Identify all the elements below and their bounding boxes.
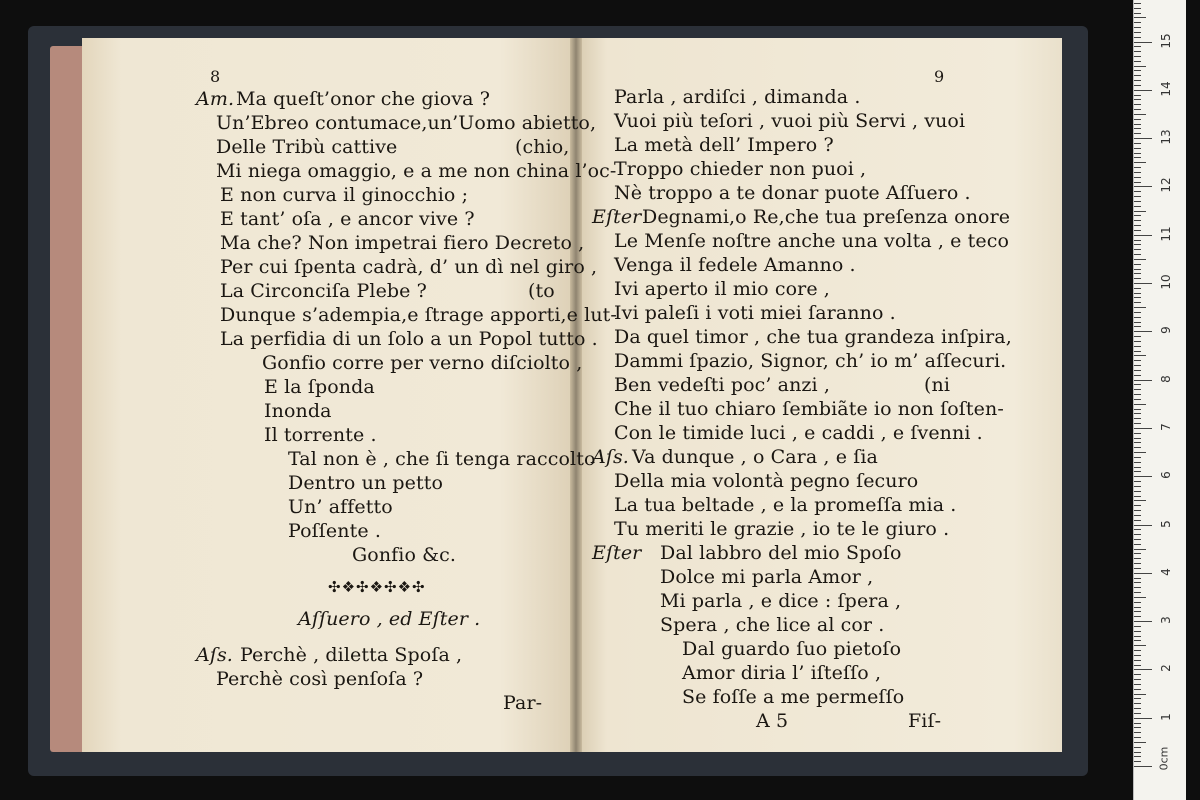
ruler-tick [1134, 322, 1141, 323]
ruler-tick [1134, 438, 1141, 439]
ruler-label: 14 [1159, 81, 1173, 97]
ruler-tick [1134, 351, 1141, 352]
ruler-tick [1134, 520, 1141, 521]
ruler-label: 1 [1159, 713, 1173, 721]
ruler-tick [1134, 698, 1141, 699]
text-line: Vuoi più teſori , vuoi più Servi , vuoi [614, 110, 966, 132]
ruler-tick [1134, 119, 1141, 120]
text-line: (chio, [515, 136, 570, 158]
ruler-tick [1134, 365, 1141, 366]
ruler-tick [1134, 3, 1141, 4]
text-line: Da quel timor , che tua grandeza inſpira, [614, 326, 1012, 348]
ruler-tick [1134, 389, 1141, 390]
ruler-tick [1134, 669, 1152, 670]
ruler-tick [1134, 471, 1141, 472]
ruler-tick [1134, 22, 1141, 23]
ruler-tick [1134, 655, 1141, 656]
ruler-tick [1134, 283, 1152, 284]
ruler-tick [1134, 573, 1152, 574]
ruler-tick [1134, 626, 1141, 627]
ornament-divider: ✣❖✣❖✣❖✣ [328, 578, 426, 596]
ruler-tick [1134, 418, 1141, 419]
ruler-tick [1134, 611, 1141, 612]
ruler-tick [1134, 592, 1141, 593]
ruler-tick [1134, 650, 1141, 651]
text-line: Un’ affetto [288, 496, 393, 518]
catchword: Fiſ- [908, 710, 942, 732]
ruler-tick [1134, 539, 1141, 540]
speaker-label: Aſs. [592, 446, 629, 468]
ruler-tick [1134, 157, 1141, 158]
ruler-tick [1134, 723, 1141, 724]
ruler-tick [1134, 128, 1141, 129]
text-line: Venga il fedele Amanno . [614, 254, 856, 276]
ruler-tick [1134, 249, 1141, 250]
ruler-tick [1134, 8, 1141, 9]
text-line: (ni [924, 374, 951, 396]
ruler-tick [1134, 665, 1141, 666]
text-line: Dolce mi parla Amor , [660, 566, 874, 588]
text-line: E la ſponda [264, 376, 375, 398]
ruler-tick [1134, 394, 1141, 395]
ruler-tick [1134, 578, 1141, 579]
ruler-tick [1134, 462, 1141, 463]
ruler-tick [1134, 293, 1141, 294]
signature-mark: A 5 [756, 710, 789, 732]
text-line: Un’Ebreo contumace,un’Uomo abietto, [216, 112, 597, 134]
ruler-tick [1134, 95, 1141, 96]
ruler-tick [1134, 37, 1141, 38]
ruler-tick [1134, 225, 1141, 226]
ruler-tick [1134, 191, 1141, 192]
ruler-tick [1134, 476, 1152, 477]
ruler-tick [1134, 442, 1141, 443]
ruler-tick [1134, 220, 1141, 221]
ruler-tick [1134, 674, 1141, 675]
text-line: Ivi aperto il mio core , [614, 278, 830, 300]
text-line: Dunque s’adempia,e ſtrage apporti,e lut- [220, 304, 617, 326]
scene-heading: Aſſuero , ed Eſter . [298, 608, 481, 630]
text-line: La metà dell’ Impero ? [614, 134, 834, 156]
measuring-ruler [1133, 0, 1186, 800]
ruler-tick [1134, 544, 1141, 545]
text-line: Inonda [264, 400, 332, 422]
ruler-tick [1134, 172, 1141, 173]
ruler-label: 9 [1159, 326, 1173, 334]
ruler-label: 6 [1159, 471, 1173, 479]
ruler-tick [1134, 201, 1141, 202]
ruler-tick [1134, 727, 1141, 728]
text-line: Degnami,o Re,che tua preſenza onore [642, 206, 1011, 228]
text-line: Tal non è , che ſi tenga raccolto [288, 448, 596, 470]
ruler-tick [1134, 317, 1141, 318]
ruler-tick [1134, 138, 1152, 139]
text-line: Della mia volontà pegno ſecuro [614, 470, 919, 492]
text-line: Il torrente . [264, 424, 377, 446]
ruler-tick [1134, 32, 1141, 33]
text-line: La Circonciſa Plebe ? [220, 280, 427, 302]
ruler-tick [1134, 162, 1146, 163]
ruler-tick [1134, 607, 1141, 608]
ruler-tick [1134, 481, 1141, 482]
ruler-label: 7 [1159, 423, 1173, 431]
ruler-label: 11 [1159, 226, 1173, 242]
ruler-tick [1134, 549, 1146, 550]
text-line: Per cui ſpenta cadrà, d’ un dì nel giro , [220, 256, 598, 278]
ruler-tick [1134, 336, 1141, 337]
text-line: Che il tuo chiaro ſembiãte io non ſoſten- [614, 398, 1004, 420]
ruler-tick [1134, 684, 1141, 685]
ruler-tick [1134, 80, 1141, 81]
ruler-tick [1134, 500, 1146, 501]
ruler-tick [1134, 70, 1141, 71]
ruler-tick [1134, 370, 1141, 371]
speaker-label: Am. [196, 88, 235, 110]
ruler-tick [1134, 737, 1141, 738]
ruler-tick [1134, 384, 1141, 385]
ruler-tick [1134, 355, 1146, 356]
ruler-tick [1134, 563, 1141, 564]
ruler-tick [1134, 46, 1141, 47]
text-line: Delle Tribù cattive [216, 136, 398, 158]
ruler-tick [1134, 186, 1152, 187]
ruler-tick [1134, 206, 1141, 207]
ruler-label: 10 [1159, 274, 1173, 290]
ruler-tick [1134, 269, 1141, 270]
ruler-tick [1134, 56, 1141, 57]
ruler-tick [1134, 756, 1141, 757]
ruler-tick [1134, 312, 1141, 313]
ruler-tick [1134, 215, 1141, 216]
ruler-label: 12 [1159, 177, 1173, 193]
ruler-tick [1134, 143, 1141, 144]
ruler-tick [1134, 278, 1141, 279]
ruler-tick [1134, 380, 1152, 381]
ruler-label: 5 [1159, 520, 1173, 528]
ruler-label: 4 [1159, 568, 1173, 576]
text-line: Ma che? Non impetrai fiero Decreto , [220, 232, 585, 254]
ruler-tick [1134, 326, 1141, 327]
ruler-tick [1134, 104, 1141, 105]
ruler-tick [1134, 254, 1141, 255]
ruler-tick [1134, 747, 1141, 748]
ruler-tick [1134, 302, 1141, 303]
ruler-tick [1134, 42, 1152, 43]
ruler-tick [1134, 297, 1141, 298]
ruler-tick [1134, 288, 1141, 289]
ruler-label: 15 [1159, 33, 1173, 49]
page-number: 8 [210, 67, 221, 86]
speaker-label: Aſs. [196, 644, 233, 666]
ruler-tick [1134, 467, 1141, 468]
ruler-tick [1134, 211, 1146, 212]
text-line: Perchè , diletta Spoſa , [240, 644, 463, 666]
text-line: Mi niega omaggio, e a me non china l’oc- [216, 160, 617, 182]
text-line: Amor diria l’ iſteſſo , [682, 662, 882, 684]
ruler-tick [1134, 582, 1141, 583]
ruler-tick [1134, 491, 1141, 492]
ruler-tick [1134, 75, 1141, 76]
page-number: 9 [934, 67, 945, 86]
ruler-tick [1134, 679, 1141, 680]
text-line: Se foſſe a me permeſſo [682, 686, 905, 708]
ruler-tick [1134, 148, 1141, 149]
ruler-tick [1134, 331, 1152, 332]
ruler-tick [1134, 616, 1141, 617]
ruler-label: 3 [1159, 616, 1173, 624]
ruler-tick [1134, 433, 1141, 434]
text-line: Dentro un petto [288, 472, 444, 494]
ruler-tick [1134, 399, 1141, 400]
ruler-tick [1134, 375, 1141, 376]
ruler-tick [1134, 13, 1141, 14]
ruler-tick [1134, 133, 1141, 134]
ruler-tick [1134, 640, 1141, 641]
ruler-tick [1134, 447, 1141, 448]
text-line: Dal labbro del mio Spoſo [660, 542, 902, 564]
ruler-tick [1134, 510, 1141, 511]
text-line: E non curva il ginocchio ; [220, 184, 469, 206]
ruler-tick [1134, 360, 1141, 361]
ruler-tick [1134, 694, 1146, 695]
ruler-tick [1134, 235, 1152, 236]
ruler-label: 2 [1159, 664, 1173, 672]
ruler-tick [1134, 486, 1141, 487]
ruler-tick [1134, 718, 1152, 719]
ruler-tick [1134, 732, 1141, 733]
text-line: Dammi ſpazio, Signor, ch’ io m’ aſſecuri. [614, 350, 1007, 372]
text-line: E tant’ oſa , e ancor vive ? [220, 208, 475, 230]
text-line: Perchè così penſoſa ? [216, 668, 424, 690]
ruler-tick [1134, 713, 1141, 714]
text-line: Parla , ardiſci , dimanda . [614, 86, 861, 108]
ruler-tick [1134, 645, 1146, 646]
ruler-tick [1134, 27, 1141, 28]
ruler-tick [1134, 568, 1141, 569]
ruler-tick [1134, 307, 1146, 308]
text-line: Nè troppo a te donar puote Aſſuero . [614, 182, 971, 204]
text-line: Ma queſt’onor che giova ? [236, 88, 491, 110]
ruler-tick [1134, 244, 1141, 245]
text-line: Troppo chieder non puoi , [614, 158, 867, 180]
ruler-tick [1134, 341, 1141, 342]
ruler-tick [1134, 602, 1141, 603]
speaker-label: Eſter [592, 206, 642, 228]
ruler-tick [1134, 689, 1141, 690]
ruler-tick [1134, 61, 1141, 62]
ruler-tick [1134, 17, 1146, 18]
ruler-tick [1134, 346, 1141, 347]
ruler-tick [1134, 742, 1146, 743]
text-line: Dal guardo ſuo pietoſo [682, 638, 902, 660]
ruler-tick [1134, 273, 1141, 274]
ruler-tick [1134, 505, 1141, 506]
ruler-tick [1134, 534, 1141, 535]
text-line: Gonfio corre per verno diſciolto , [262, 352, 583, 374]
ruler-tick [1134, 124, 1141, 125]
catchword: Par- [503, 692, 543, 714]
ruler-label: 13 [1159, 129, 1173, 145]
text-line: Mi parla , e dice : ſpera , [660, 590, 902, 612]
ruler-tick [1134, 240, 1141, 241]
ruler-unit: 0cm [1157, 746, 1171, 771]
ruler-tick [1134, 85, 1141, 86]
ruler-tick [1134, 264, 1141, 265]
ruler-tick [1134, 423, 1141, 424]
ruler-tick [1134, 660, 1141, 661]
ruler-tick [1134, 99, 1141, 100]
text-line: Con le timide luci , e caddi , e ſvenni . [614, 422, 983, 444]
ruler-tick [1134, 182, 1141, 183]
ruler-tick [1134, 553, 1141, 554]
ruler-tick [1134, 631, 1141, 632]
ruler-tick [1134, 259, 1146, 260]
ruler-tick [1134, 636, 1141, 637]
ruler-tick [1134, 90, 1152, 91]
text-line: Spera , che lice al cor . [660, 614, 885, 636]
ruler-tick [1134, 114, 1146, 115]
ruler-tick [1134, 597, 1146, 598]
ruler-tick [1134, 703, 1141, 704]
ruler-tick [1134, 752, 1141, 753]
text-line: Va dunque , o Cara , e ſia [632, 446, 878, 468]
speaker-label: Eſter [592, 542, 642, 564]
ruler-tick [1134, 409, 1141, 410]
text-line: La tua beltade , e la promeſſa mia . [614, 494, 957, 516]
ruler-tick [1134, 177, 1141, 178]
ruler-tick [1134, 196, 1141, 197]
ruler-tick [1134, 452, 1146, 453]
ruler-tick [1134, 230, 1141, 231]
text-line: Le Menſe noſtre anche una volta , e teco [614, 230, 1010, 252]
ruler-tick [1134, 515, 1141, 516]
ruler-tick [1134, 109, 1141, 110]
ruler-tick [1134, 428, 1152, 429]
text-line: Tu meriti le grazie , io te le giuro . [614, 518, 950, 540]
text-line: Gonfio &c. [352, 544, 457, 566]
text-line: Ben vedeſti poc’ anzi , [614, 374, 831, 396]
book-gutter [570, 38, 582, 752]
ruler-tick [1134, 529, 1141, 530]
ruler-tick [1134, 766, 1152, 767]
text-line: Poſſente . [288, 520, 381, 542]
ruler-tick [1134, 66, 1146, 67]
ruler-tick [1134, 404, 1146, 405]
text-line: Ivi paleſi i voti miei ſaranno . [614, 302, 896, 324]
ruler-tick [1134, 761, 1141, 762]
ruler-tick [1134, 496, 1141, 497]
ruler-tick [1134, 621, 1152, 622]
ruler-tick [1134, 153, 1141, 154]
ruler-tick [1134, 51, 1141, 52]
text-line: (to [528, 280, 555, 302]
ruler-tick [1134, 525, 1152, 526]
text-line: La perfidia di un ſolo a un Popol tutto . [220, 328, 598, 350]
ruler-tick [1134, 457, 1141, 458]
ruler-tick [1134, 558, 1141, 559]
ruler-tick [1134, 708, 1141, 709]
ruler-tick [1134, 413, 1141, 414]
ruler-tick [1134, 167, 1141, 168]
ruler-tick [1134, 587, 1141, 588]
ruler-label: 8 [1159, 375, 1173, 383]
